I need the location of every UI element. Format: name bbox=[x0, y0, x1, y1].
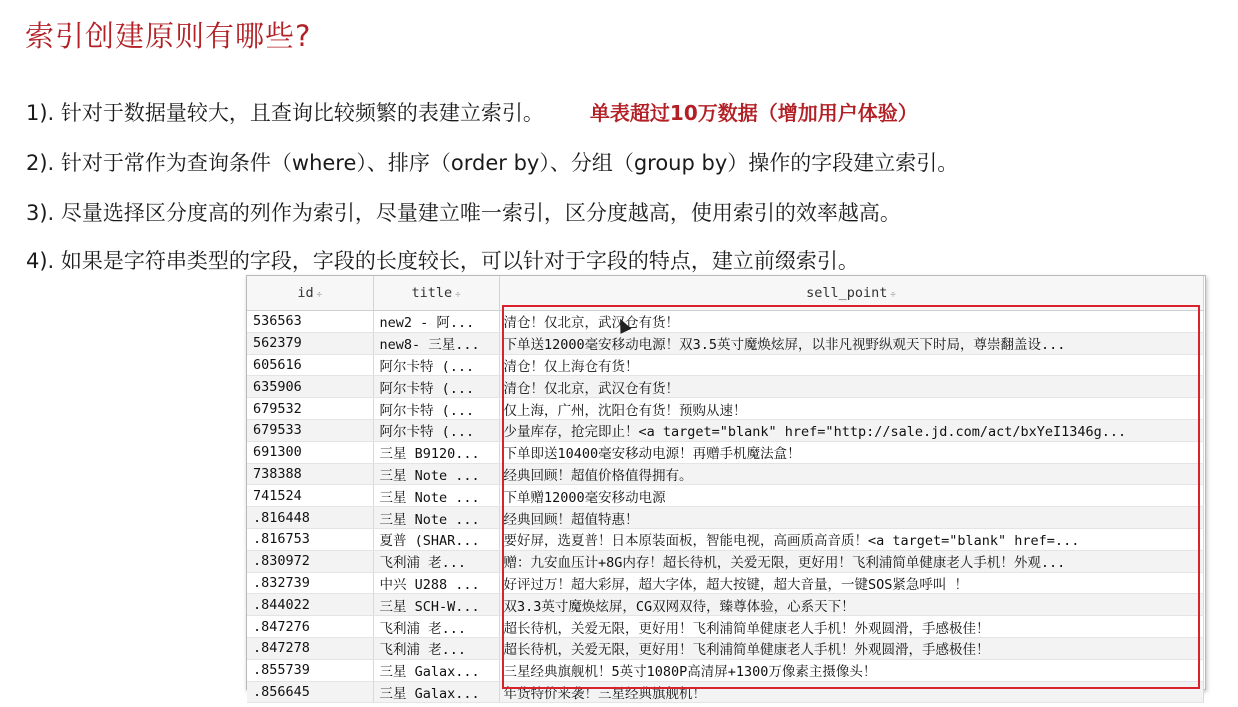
table-row[interactable] bbox=[247, 528, 1203, 550]
cell-id[interactable]: 679533 bbox=[247, 419, 373, 441]
principle-3: 3). 尽量选择区分度高的列作为索引，尽量建立唯一索引，区分度越高，使用索引的效率越高。 bbox=[26, 201, 901, 225]
cell-title[interactable]: 三星 Note ... bbox=[373, 463, 499, 485]
cell-sell-point[interactable]: 清仓！仅北京，武汉仓有货！ bbox=[499, 376, 1203, 398]
cell-title[interactable]: 飞利浦 老... bbox=[373, 550, 499, 572]
table-row[interactable] bbox=[247, 419, 1203, 441]
table-row[interactable] bbox=[247, 572, 1203, 594]
cell-id[interactable]: 605616 bbox=[247, 354, 373, 376]
sort-icon[interactable]: ÷ bbox=[316, 290, 323, 300]
cell-title[interactable]: new8- 三星... bbox=[373, 332, 499, 354]
cell-id[interactable]: .856645 bbox=[247, 681, 373, 703]
cell-sell-point[interactable]: 清仓！仅上海仓有货！ bbox=[499, 354, 1203, 376]
data-table-panel bbox=[246, 275, 1206, 702]
cell-title[interactable]: 三星 Galax... bbox=[373, 681, 499, 703]
column-header-title[interactable]: title ÷ bbox=[373, 276, 499, 311]
sort-icon[interactable]: ÷ bbox=[890, 290, 896, 300]
cell-id[interactable]: 536563 bbox=[247, 311, 373, 333]
table-row[interactable] bbox=[247, 485, 1203, 507]
cell-sell-point[interactable]: 好评过万！超大彩屏，超大字体，超大按键，超大音量，一键SOS紧急呼叫 ！ bbox=[499, 572, 1203, 594]
cell-sell-point[interactable]: 双3.3英寸魔焕炫屏，CG双网双待，臻尊体验，心系天下！ bbox=[499, 594, 1203, 616]
cell-id[interactable]: .844022 bbox=[247, 594, 373, 616]
cell-title[interactable]: 三星 SCH-W... bbox=[373, 594, 499, 616]
cell-sell-point[interactable]: 年货特价来袭！三星经典旗舰机！ bbox=[499, 681, 1203, 703]
cell-title[interactable]: 阿尔卡特 (... bbox=[373, 354, 499, 376]
cell-title[interactable]: 阿尔卡特 (... bbox=[373, 376, 499, 398]
cell-id[interactable]: .832739 bbox=[247, 572, 373, 594]
column-header-sell-point[interactable]: sell_point ÷ bbox=[499, 276, 1203, 311]
cell-sell-point[interactable]: 要好屏，选夏普！日本原装面板，智能电视，高画质高音质！<a target="blank" href=... bbox=[499, 528, 1203, 550]
cell-sell-point[interactable]: 经典回顾！超值价格值得拥有。 bbox=[499, 463, 1203, 485]
cell-sell-point[interactable]: 仅上海，广州，沈阳仓有货！预购从速！ bbox=[499, 398, 1203, 420]
table-row[interactable] bbox=[247, 637, 1203, 659]
cell-sell-point[interactable]: 三星经典旗舰机！5英寸1080P高清屏+1300万像素主摄像头！ bbox=[499, 659, 1203, 681]
table-row[interactable] bbox=[247, 507, 1203, 529]
cell-sell-point[interactable]: 超长待机，关爱无限，更好用！飞利浦简单健康老人手机！外观圆滑，手感极佳！ bbox=[499, 637, 1203, 659]
principle-1-text: 1). 针对于数据量较大，且查询比较频繁的表建立索引。 bbox=[26, 101, 544, 125]
table-row[interactable] bbox=[247, 441, 1203, 463]
cell-sell-point[interactable]: 经典回顾！超值特惠！ bbox=[499, 507, 1203, 529]
cell-title[interactable]: 三星 Note ... bbox=[373, 485, 499, 507]
cell-sell-point[interactable]: 赠：九安血压计+8G内存！超长待机，关爱无限，更好用！飞利浦简单健康老人手机！外观... bbox=[499, 550, 1203, 572]
cell-sell-point[interactable]: 下单即送10400毫安移动电源！再赠手机魔法盒！ bbox=[499, 441, 1203, 463]
table-row[interactable] bbox=[247, 550, 1203, 572]
cell-sell-point[interactable]: 少量库存，抢完即止！<a target="blank" href="http://sale.jd.com/act/bxYeI1346g... bbox=[499, 419, 1203, 441]
cell-title[interactable]: new2 - 阿... bbox=[373, 311, 499, 333]
cell-id[interactable]: 562379 bbox=[247, 332, 373, 354]
column-header-id[interactable]: id ÷ bbox=[247, 276, 373, 311]
cell-id[interactable]: 679532 bbox=[247, 398, 373, 420]
cell-sell-point[interactable]: 清仓！仅北京，武汉仓有货！ bbox=[499, 311, 1203, 333]
principle-1 bbox=[26, 97, 918, 127]
cell-sell-point[interactable]: 下单送12000毫安移动电源！双3.5英寸魔焕炫屏，以非凡视野纵观天下时局，尊崇翻盖设... bbox=[499, 332, 1203, 354]
principle-2: 2). 针对于常作为查询条件（where）、排序（order by）、分组（group by）操作的字段建立索引。 bbox=[26, 151, 959, 175]
table-row[interactable] bbox=[247, 376, 1203, 398]
cell-title[interactable]: 飞利浦 老... bbox=[373, 616, 499, 638]
table-row[interactable] bbox=[247, 659, 1203, 681]
cell-id[interactable]: .816448 bbox=[247, 507, 373, 529]
table-row[interactable] bbox=[247, 594, 1203, 616]
highlight-note: 单表超过10万数据（增加用户体验） bbox=[589, 101, 918, 125]
cell-id[interactable]: .855739 bbox=[247, 659, 373, 681]
table-header-row bbox=[247, 276, 1203, 311]
sort-icon[interactable]: ÷ bbox=[455, 290, 461, 300]
table-row[interactable] bbox=[247, 681, 1203, 703]
cell-title[interactable]: 三星 Galax... bbox=[373, 659, 499, 681]
cell-title[interactable]: 三星 B9120... bbox=[373, 441, 499, 463]
cell-id[interactable]: .847278 bbox=[247, 637, 373, 659]
cell-title[interactable]: 阿尔卡特 (... bbox=[373, 419, 499, 441]
cell-id[interactable]: 635906 bbox=[247, 376, 373, 398]
cell-id[interactable]: 738388 bbox=[247, 463, 373, 485]
cell-title[interactable]: 阿尔卡特 (... bbox=[373, 398, 499, 420]
cell-sell-point[interactable]: 超长待机，关爱无限，更好用！飞利浦简单健康老人手机！外观圆滑，手感极佳！ bbox=[499, 616, 1203, 638]
cell-id[interactable]: .847276 bbox=[247, 616, 373, 638]
table-row[interactable] bbox=[247, 398, 1203, 420]
table-row[interactable] bbox=[247, 332, 1203, 354]
cell-id[interactable]: .816753 bbox=[247, 528, 373, 550]
data-table bbox=[247, 276, 1204, 703]
cell-id[interactable]: 741524 bbox=[247, 485, 373, 507]
table-body bbox=[247, 311, 1203, 703]
slide-title: 索引创建原则有哪些? bbox=[25, 19, 312, 53]
table-row[interactable] bbox=[247, 311, 1203, 333]
table-row[interactable] bbox=[247, 463, 1203, 485]
cell-title[interactable]: 中兴 U288 ... bbox=[373, 572, 499, 594]
cell-title[interactable]: 夏普 (SHAR... bbox=[373, 528, 499, 550]
cell-sell-point[interactable]: 下单赠12000毫安移动电源 bbox=[499, 485, 1203, 507]
cell-id[interactable]: .830972 bbox=[247, 550, 373, 572]
table-row[interactable] bbox=[247, 616, 1203, 638]
cell-id[interactable]: 691300 bbox=[247, 441, 373, 463]
cell-title[interactable]: 三星 Note ... bbox=[373, 507, 499, 529]
cell-title[interactable]: 飞利浦 老... bbox=[373, 637, 499, 659]
table-row[interactable] bbox=[247, 354, 1203, 376]
principle-4: 4). 如果是字符串类型的字段，字段的长度较长，可以针对于字段的特点，建立前缀索引。 bbox=[26, 249, 859, 273]
